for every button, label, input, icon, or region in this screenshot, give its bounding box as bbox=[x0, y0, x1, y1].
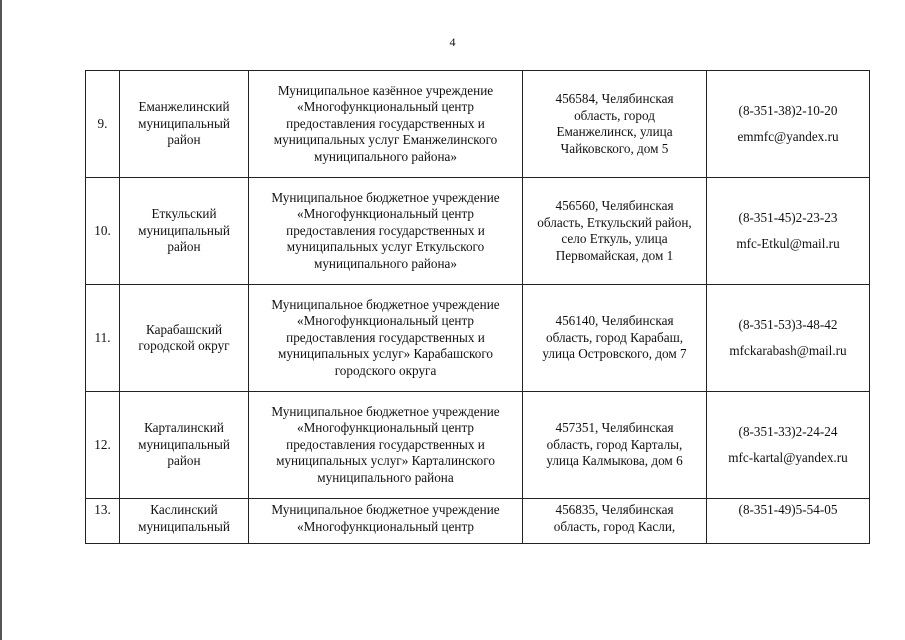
organization-cell: Муниципальное бюджетное учреждение «Многофункциональный центр предоставления государственных и муниципальных услуг» Карабашского городского округа bbox=[249, 285, 523, 392]
mfc-table bbox=[85, 70, 870, 544]
phone-number: (8-351-45)2-23-23 bbox=[738, 209, 838, 225]
row-number: 11. bbox=[86, 285, 120, 392]
district-cell: Еткульский муниципальный район bbox=[120, 178, 249, 285]
table-row bbox=[86, 71, 870, 178]
address-cell: 456835, Челябинская область, город Касли, bbox=[523, 499, 707, 544]
contact-cell bbox=[707, 285, 870, 392]
row-number: 10. bbox=[86, 178, 120, 285]
address-cell: 456584, Челябинская область, город Еманжелинск, улица Чайковского, дом 5 bbox=[523, 71, 707, 178]
email-address[interactable]: mfc-Etkul@mail.ru bbox=[736, 236, 840, 251]
district-cell: Карабашский городской округ bbox=[120, 285, 249, 392]
phone-number: (8-351-38)2-10-20 bbox=[738, 102, 838, 118]
email-address[interactable]: mfc-kartal@yandex.ru bbox=[728, 450, 848, 465]
district-cell: Карталинский муниципальный район bbox=[120, 392, 249, 499]
organization-cell: Муниципальное бюджетное учреждение «Многофункциональный центр bbox=[249, 499, 523, 544]
table-row bbox=[86, 392, 870, 499]
page-number: 4 bbox=[449, 35, 456, 49]
contact-cell bbox=[707, 499, 870, 544]
phone-number: (8-351-53)3-48-42 bbox=[738, 316, 838, 332]
email-address[interactable]: emmfc@yandex.ru bbox=[737, 129, 839, 144]
organization-cell: Муниципальное казённое учреждение «Многофункциональный центр предоставления государственных и муниципальных услуг Еманжелинского муниципального района» bbox=[249, 71, 523, 178]
district-cell: Еманжелинский муниципальный район bbox=[120, 71, 249, 178]
contact-cell bbox=[707, 178, 870, 285]
organization-cell: Муниципальное бюджетное учреждение «Многофункциональный центр предоставления государственных и муниципальных услуг» Карталинского муниципального района bbox=[249, 392, 523, 499]
row-number: 12. bbox=[86, 392, 120, 499]
table-row bbox=[86, 499, 870, 544]
row-number: 9. bbox=[86, 71, 120, 178]
address-cell: 456560, Челябинская область, Еткульский район, село Еткуль, улица Первомайская, дом 1 bbox=[523, 178, 707, 285]
contact-cell bbox=[707, 392, 870, 499]
organization-cell: Муниципальное бюджетное учреждение «Многофункциональный центр предоставления государственных и муниципальных услуг Еткульского муниципального района» bbox=[249, 178, 523, 285]
contact-cell bbox=[707, 71, 870, 178]
district-cell: Каслинский муниципальный bbox=[120, 499, 249, 544]
phone-number: (8-351-33)2-24-24 bbox=[738, 423, 838, 439]
row-number: 13. bbox=[86, 499, 120, 544]
address-cell: 457351, Челябинская область, город Карталы, улица Калмыкова, дом 6 bbox=[523, 392, 707, 499]
address-cell: 456140, Челябинская область, город Карабаш, улица Островского, дом 7 bbox=[523, 285, 707, 392]
scan-edge-line bbox=[0, 0, 2, 640]
phone-number: (8-351-49)5-54-05 bbox=[738, 502, 838, 517]
table-row bbox=[86, 285, 870, 392]
email-address[interactable]: mfckarabash@mail.ru bbox=[729, 343, 847, 358]
table-row bbox=[86, 178, 870, 285]
